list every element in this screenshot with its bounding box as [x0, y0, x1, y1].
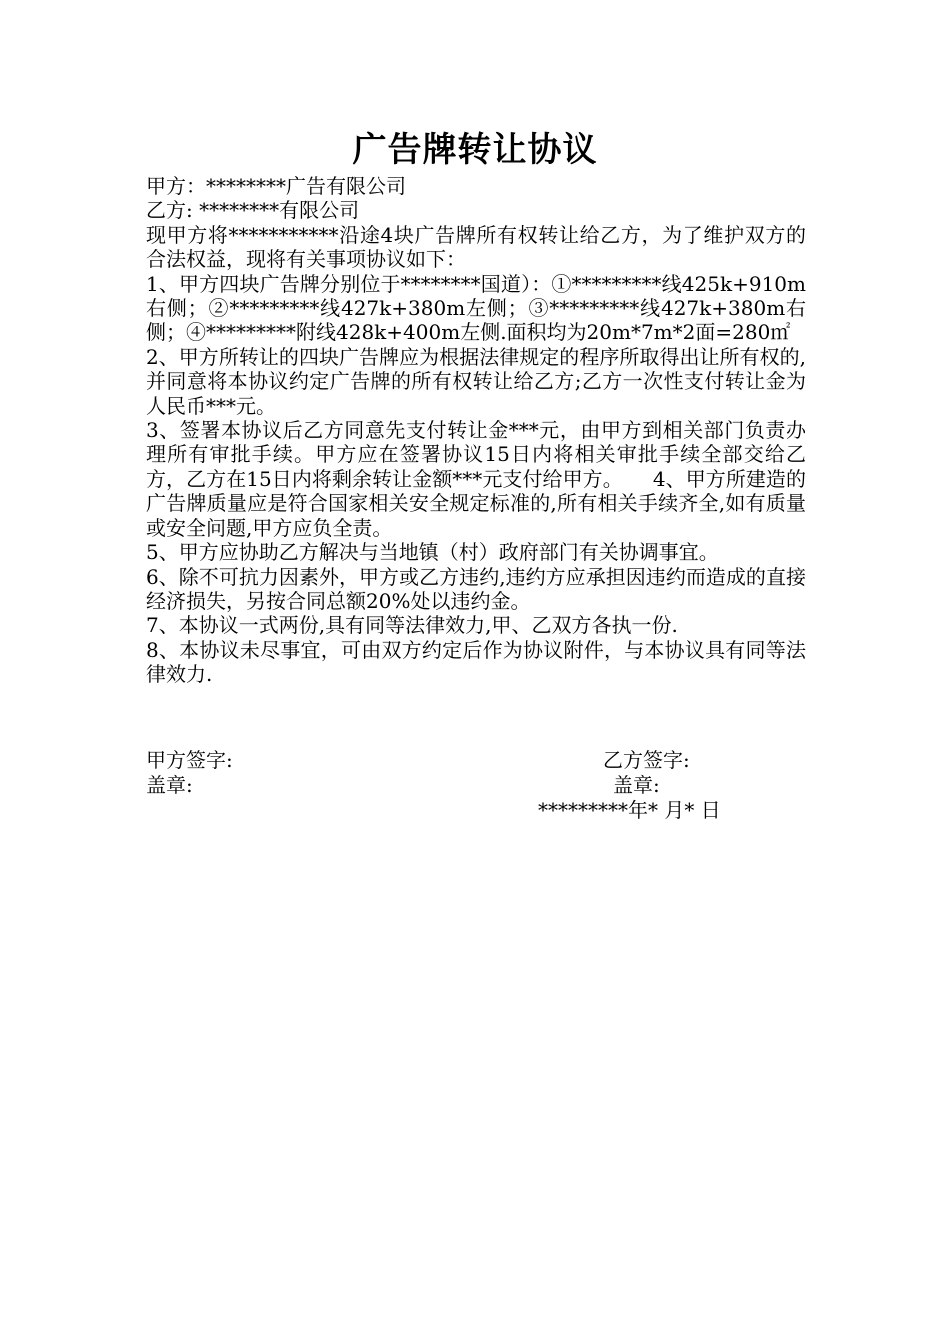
party-a-line: 甲方：********广告有限公司	[146, 174, 406, 198]
clause-7: 7、本协议一式两份,具有同等法律效力,甲、乙双方各执一份.	[146, 613, 678, 638]
party-b-seal-label: 盖章:	[613, 773, 660, 797]
party-b-signature-label: 乙方签字:	[603, 748, 690, 772]
clause-1: 1、甲方四块广告牌分别位于********国道）：①*********线425k+910m右侧；②*********线427k+380m左侧；③*********线427k+380m右侧；④*********附线428k+400m左侧.面积均为20m*7m*2面=280㎡	[146, 271, 806, 345]
document-title: 广告牌转让协议	[352, 130, 598, 170]
clause-5: 5、甲方应协助乙方解决与当地镇（村）政府部门有关协调事宜。	[146, 540, 719, 565]
clause-8: 8、本协议未尽事宜，可由双方约定后作为协议附件，与本协议具有同等法律效力.	[146, 637, 806, 687]
document-body	[146, 174, 806, 687]
intro-paragraph: 现甲方将***********沿途4块广告牌所有权转让给乙方，为了维护双方的合法权益，现将有关事项协议如下：	[146, 222, 806, 272]
party-b-line: 乙方: ********有限公司	[146, 198, 360, 223]
clause-6: 6、除不可抗力因素外，甲方或乙方违约,违约方应承担因违约而造成的直接经济损失，另按合同总额20%处以违约金。	[146, 564, 806, 613]
clause-2: 2、甲方所转让的四块广告牌应为根据法律规定的程序所取得出让所有权的,并同意将本协议约定广告牌的所有权转让给乙方;乙方一次性支付转让金为人民币***元。	[146, 344, 806, 418]
party-a-signature-label: 甲方签字:	[146, 748, 233, 772]
clause-3-4: 3、签署本协议后乙方同意先支付转让金***元，由甲方到相关部门负责办理所有审批手续。甲方应在签署协议15日内将相关审批手续全部交给乙方，乙方在15日内将剩余转让金额***元支付给甲方。 4、甲方所建造的广告牌质量应是符合国家相关安全规定标准的,所有相关手续齐全,如有质量或安全问题,甲方应负全责。	[146, 418, 806, 540]
signing-date: *********年* 月* 日	[538, 798, 721, 822]
party-a-seal-label: 盖章:	[146, 773, 193, 797]
